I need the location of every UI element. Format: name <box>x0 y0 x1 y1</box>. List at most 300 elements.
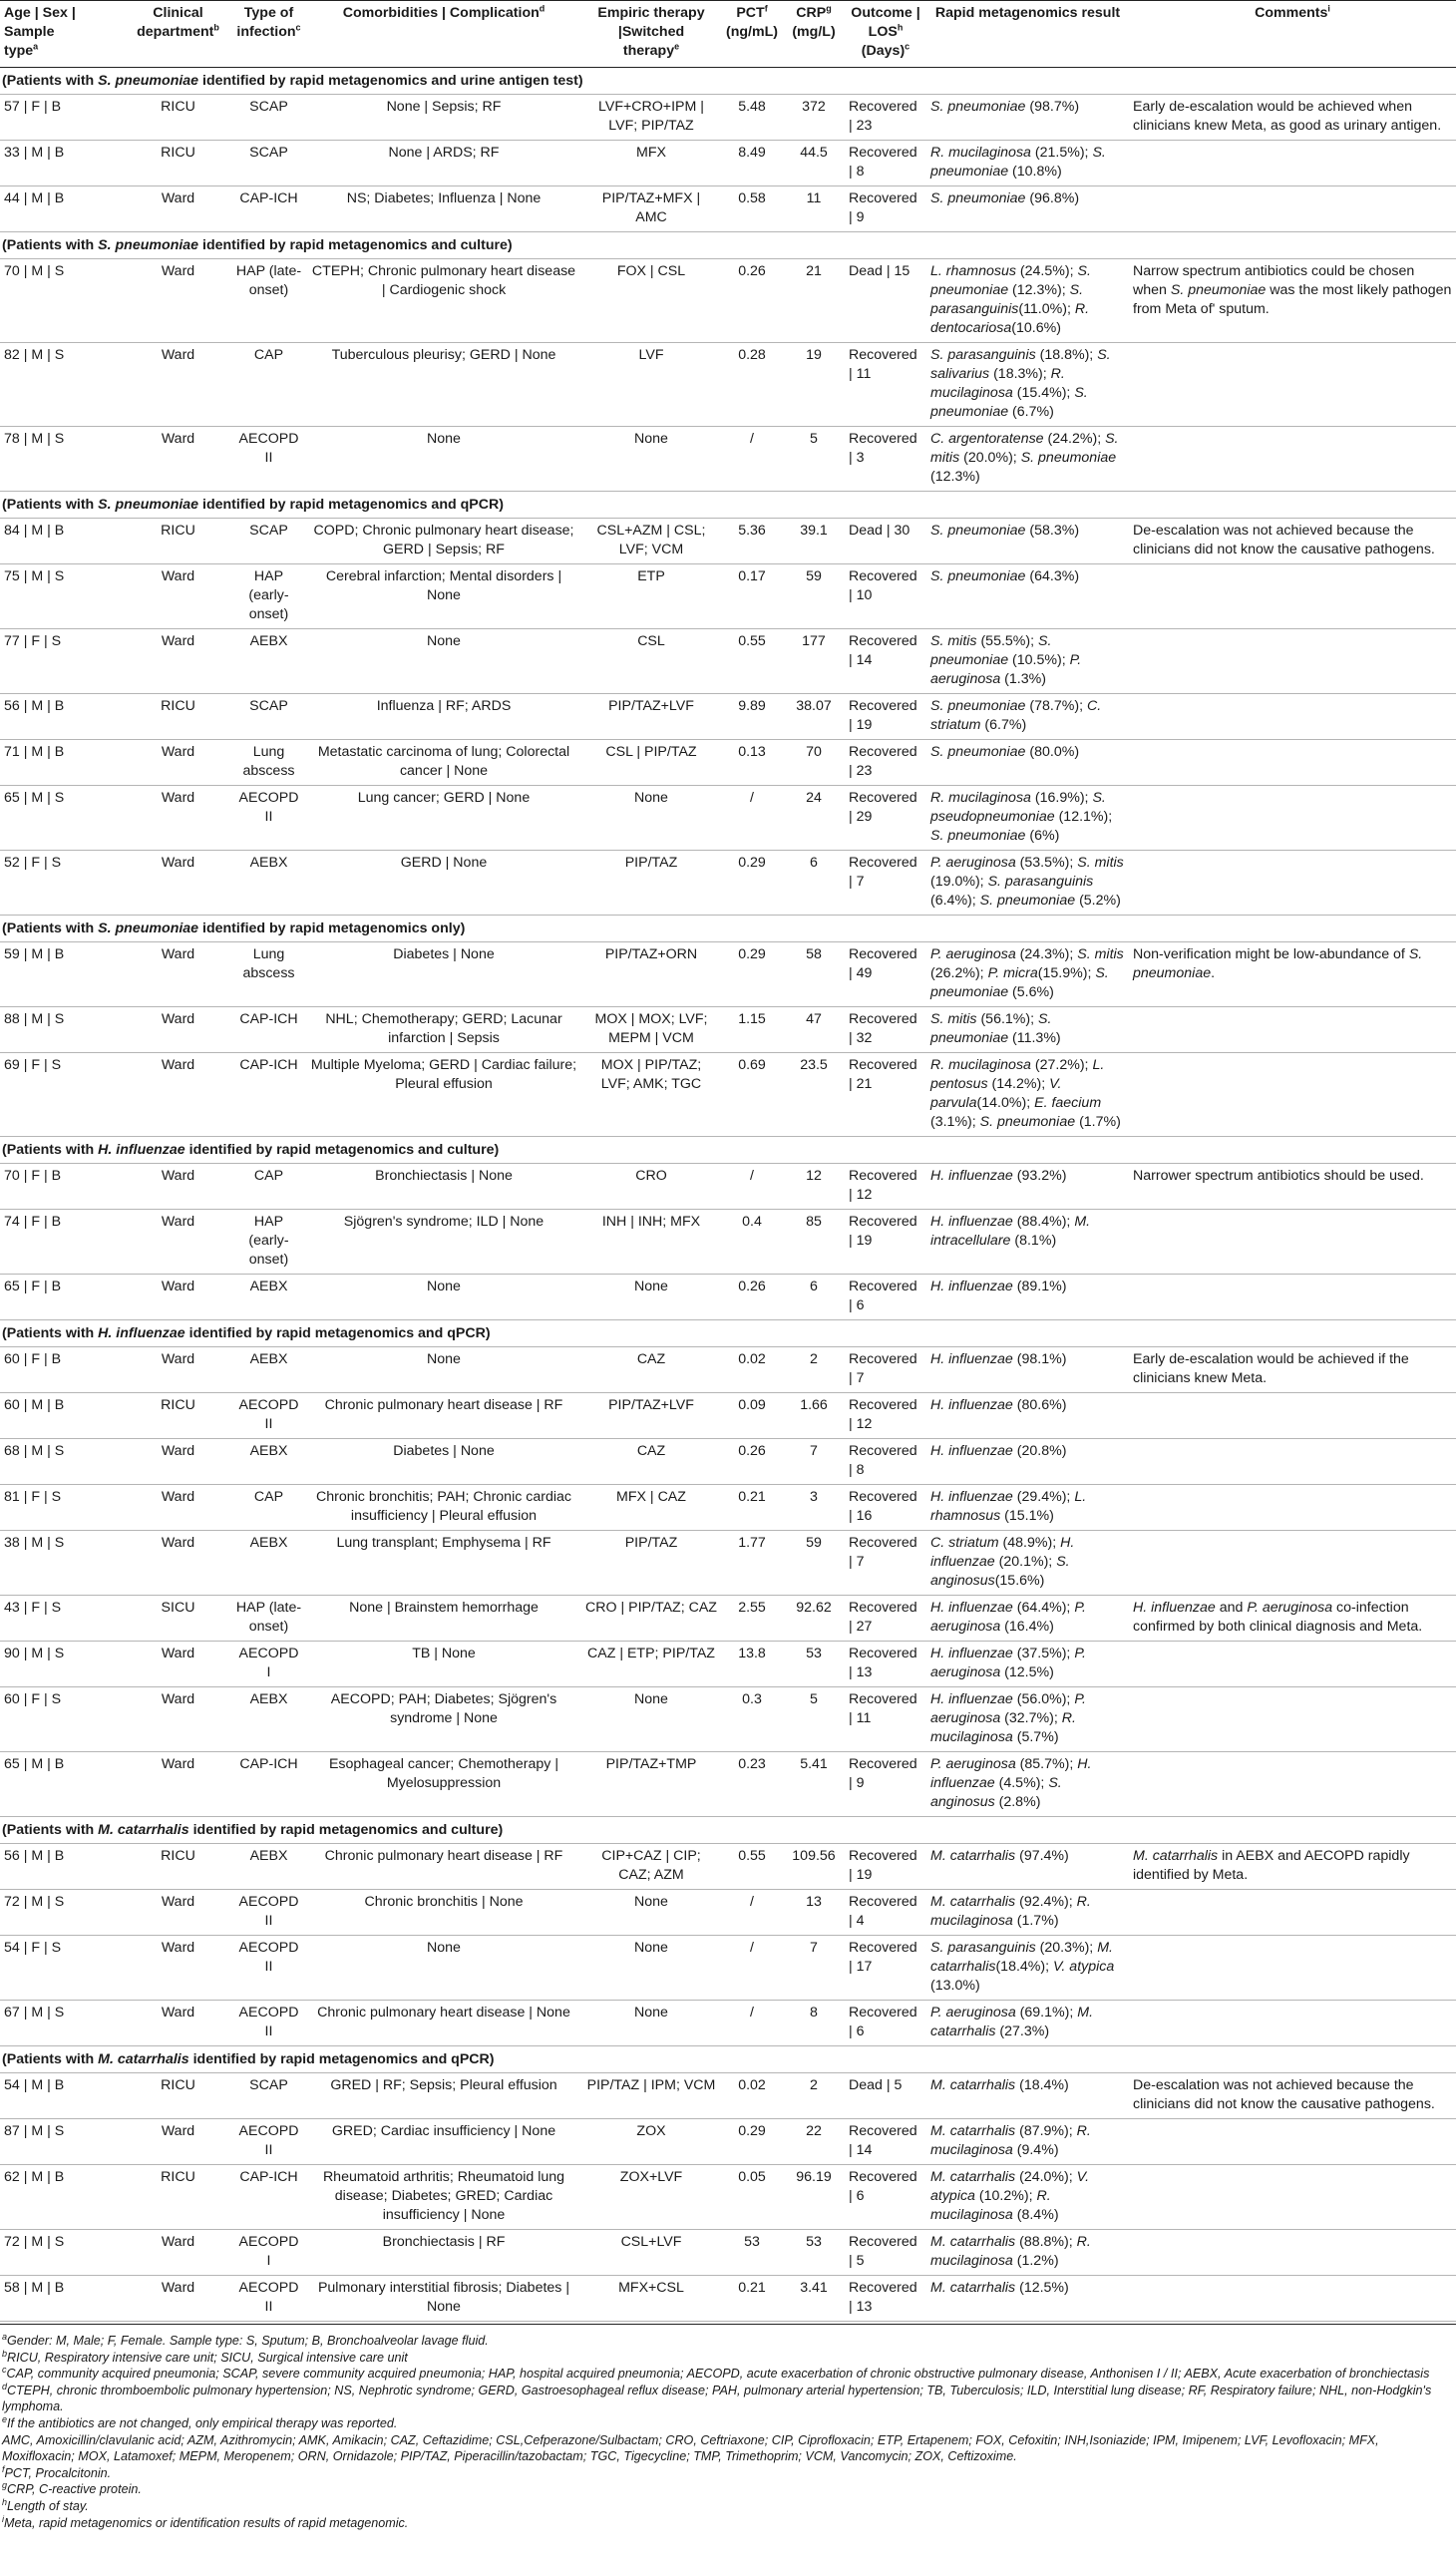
cell-comment <box>1129 629 1456 694</box>
header-department: Clinical department$^b$ <box>125 1 231 68</box>
cell-comorbidities: Chronic pulmonary heart disease | RF <box>306 1844 581 1890</box>
cell-outcome: Recovered | 6 <box>845 1275 926 1320</box>
cell-therapy: MFX | CAZ <box>581 1485 721 1531</box>
cell-pct: 0.3 <box>721 1687 783 1752</box>
cell-department: SICU <box>125 1596 231 1642</box>
footnote: $^f$PCT, Procalcitonin. <box>2 2463 112 2480</box>
cell-outcome: Dead | 15 <box>845 259 926 343</box>
table-row <box>0 1164 1456 1210</box>
table-row <box>0 1275 1456 1320</box>
cell-therapy: CAZ <box>581 1439 721 1485</box>
cell-age: 77 | F | S <box>0 629 125 694</box>
cell-outcome: Recovered | 12 <box>845 1164 926 1210</box>
cell-pct: 1.77 <box>721 1531 783 1596</box>
cell-age: 72 | M | S <box>0 1890 125 1936</box>
cell-comment <box>1129 343 1456 427</box>
cell-rapid-result: R. mucilaginosa (27.2%); L. pentosus (14.2%); V. parvula(14.0%); E. faecium (3.1%); S. pneumoniae (1.7%) <box>926 1053 1129 1137</box>
cell-outcome: Recovered | 23 <box>845 740 926 786</box>
cell-department: Ward <box>125 1936 231 2001</box>
cell-outcome: Recovered | 12 <box>845 1393 926 1439</box>
cell-therapy: CIP+CAZ | CIP; CAZ; AZM <box>581 1844 721 1890</box>
cell-age: 56 | M | B <box>0 694 125 740</box>
cell-infection: AECOPD II <box>231 2276 306 2322</box>
cell-crp: 39.1 <box>783 519 845 564</box>
cell-department: Ward <box>125 343 231 427</box>
table-row <box>0 1844 1456 1890</box>
table-row <box>0 740 1456 786</box>
table-row <box>0 2073 1456 2119</box>
cell-infection: AEBX <box>231 1275 306 1320</box>
table-row <box>0 1007 1456 1053</box>
cell-department: Ward <box>125 2230 231 2276</box>
cell-infection: CAP-ICH <box>231 1752 306 1817</box>
section-title: (Patients with M. catarrhalis identified by rapid metagenomics and culture) <box>0 1817 1456 1844</box>
table-row <box>0 141 1456 186</box>
cell-infection: AEBX <box>231 1687 306 1752</box>
cell-crp: 21 <box>783 259 845 343</box>
cell-pct: 0.55 <box>721 1844 783 1890</box>
cell-outcome: Recovered | 14 <box>845 2119 926 2165</box>
cell-crp: 13 <box>783 1890 845 1936</box>
cell-age: 78 | M | S <box>0 427 125 492</box>
cell-outcome: Recovered | 7 <box>845 1347 926 1393</box>
table-row <box>0 1642 1456 1687</box>
cell-pct: 53 <box>721 2230 783 2276</box>
cell-crp: 2 <box>783 1347 845 1393</box>
header-pct: PCT$^f$ (ng/mL) <box>721 1 783 68</box>
cell-comment: Narrower spectrum antibiotics should be used. <box>1129 1164 1456 1210</box>
cell-crp: 85 <box>783 1210 845 1275</box>
cell-rapid-result: S. pneumoniae (78.7%); C. striatum (6.7%) <box>926 694 1129 740</box>
cell-therapy: None <box>581 2001 721 2046</box>
cell-department: RICU <box>125 519 231 564</box>
cell-comorbidities: None | Brainstem hemorrhage <box>306 1596 581 1642</box>
cell-department: Ward <box>125 259 231 343</box>
table-row <box>0 1687 1456 1752</box>
cell-comorbidities: Tuberculous pleurisy; GERD | None <box>306 343 581 427</box>
cell-department: Ward <box>125 1752 231 1817</box>
cell-crp: 59 <box>783 1531 845 1596</box>
cell-outcome: Recovered | 23 <box>845 95 926 141</box>
cell-age: 81 | F | S <box>0 1485 125 1531</box>
cell-therapy: None <box>581 1687 721 1752</box>
cell-age: 71 | M | B <box>0 740 125 786</box>
cell-rapid-result: H. influenzae (88.4%); M. intracellulare (8.1%) <box>926 1210 1129 1275</box>
cell-infection: AEBX <box>231 1531 306 1596</box>
cell-department: Ward <box>125 1347 231 1393</box>
cell-outcome: Recovered | 32 <box>845 1007 926 1053</box>
cell-comment: H. influenzae and P. aeruginosa co-infection confirmed by both clinical diagnosis and Meta. <box>1129 1596 1456 1642</box>
cell-therapy: None <box>581 427 721 492</box>
cell-infection: AEBX <box>231 1439 306 1485</box>
cell-outcome: Recovered | 10 <box>845 564 926 629</box>
cell-pct: 0.28 <box>721 343 783 427</box>
cell-department: Ward <box>125 1007 231 1053</box>
cell-crp: 5 <box>783 427 845 492</box>
table-row <box>0 2230 1456 2276</box>
cell-rapid-result: P. aeruginosa (85.7%); H. influenzae (4.5%); S. anginosus (2.8%) <box>926 1752 1129 1817</box>
table-row <box>0 1531 1456 1596</box>
table-row <box>0 2119 1456 2165</box>
cell-infection: SCAP <box>231 519 306 564</box>
table-row <box>0 259 1456 343</box>
cell-age: 84 | M | B <box>0 519 125 564</box>
cell-age: 57 | F | B <box>0 95 125 141</box>
cell-age: 67 | M | S <box>0 2001 125 2046</box>
cell-rapid-result: P. aeruginosa (24.3%); S. mitis (26.2%); P. micra(15.9%); S. pneumoniae (5.6%) <box>926 942 1129 1007</box>
cell-rapid-result: M. catarrhalis (87.9%); R. mucilaginosa (9.4%) <box>926 2119 1129 2165</box>
cell-crp: 58 <box>783 942 845 1007</box>
cell-comment <box>1129 1936 1456 2001</box>
cell-infection: AEBX <box>231 1844 306 1890</box>
cell-comment: Early de-escalation would be achieved when clinicians knew Meta, as good as urinary antigen. <box>1129 95 1456 141</box>
cell-therapy: PIP/TAZ | IPM; VCM <box>581 2073 721 2119</box>
cell-department: Ward <box>125 1687 231 1752</box>
cell-comment: M. catarrhalis in AEBX and AECOPD rapidly identified by Meta. <box>1129 1844 1456 1890</box>
table-row <box>0 427 1456 492</box>
cell-infection: CAP-ICH <box>231 186 306 232</box>
cell-crp: 59 <box>783 564 845 629</box>
cell-pct: 0.29 <box>721 942 783 1007</box>
cell-crp: 5.41 <box>783 1752 845 1817</box>
cell-rapid-result: P. aeruginosa (53.5%); S. mitis (19.0%); S. parasanguinis (6.4%); S. pneumoniae (5.2%) <box>926 851 1129 916</box>
cell-department: Ward <box>125 1164 231 1210</box>
cell-comment <box>1129 1053 1456 1137</box>
cell-therapy: LVF+CRO+IPM | LVF; PIP/TAZ <box>581 95 721 141</box>
cell-comorbidities: TB | None <box>306 1642 581 1687</box>
cell-comorbidities: NHL; Chemotherapy; GERD; Lacunar infarction | Sepsis <box>306 1007 581 1053</box>
table-row <box>0 2001 1456 2046</box>
cell-pct: 0.09 <box>721 1393 783 1439</box>
cell-comment <box>1129 1275 1456 1320</box>
cell-rapid-result: M. catarrhalis (92.4%); R. mucilaginosa (1.7%) <box>926 1890 1129 1936</box>
cell-age: 62 | M | B <box>0 2165 125 2230</box>
section-header <box>0 2046 1456 2073</box>
cell-department: Ward <box>125 1439 231 1485</box>
cell-outcome: Recovered | 19 <box>845 694 926 740</box>
cell-comorbidities: Lung cancer; GERD | None <box>306 786 581 851</box>
cell-crp: 38.07 <box>783 694 845 740</box>
cell-rapid-result: M. catarrhalis (88.8%); R. mucilaginosa (1.2%) <box>926 2230 1129 2276</box>
cell-therapy: PIP/TAZ+MFX | AMC <box>581 186 721 232</box>
cell-outcome: Recovered | 5 <box>845 2230 926 2276</box>
cell-rapid-result: H. influenzae (89.1%) <box>926 1275 1129 1320</box>
table-row <box>0 1485 1456 1531</box>
cell-comment <box>1129 1687 1456 1752</box>
cell-crp: 177 <box>783 629 845 694</box>
cell-infection: CAP <box>231 1485 306 1531</box>
header-crp: CRP$^g$ (mg/L) <box>783 1 845 68</box>
table-row <box>0 186 1456 232</box>
cell-age: 90 | M | S <box>0 1642 125 1687</box>
section-title: (Patients with S. pneumoniae identified by rapid metagenomics and urine antigen test) <box>0 68 1456 95</box>
cell-therapy: CRO | PIP/TAZ; CAZ <box>581 1596 721 1642</box>
cell-therapy: MFX <box>581 141 721 186</box>
cell-age: 56 | M | B <box>0 1844 125 1890</box>
section-title: (Patients with S. pneumoniae identified by rapid metagenomics and qPCR) <box>0 492 1456 519</box>
cell-age: 44 | M | B <box>0 186 125 232</box>
cell-outcome: Recovered | 14 <box>845 629 926 694</box>
cell-pct: / <box>721 1890 783 1936</box>
section-header <box>0 916 1456 942</box>
cell-department: Ward <box>125 564 231 629</box>
cell-comorbidities: NS; Diabetes; Influenza | None <box>306 186 581 232</box>
cell-pct: 0.13 <box>721 740 783 786</box>
table-row <box>0 1890 1456 1936</box>
cell-infection: AEBX <box>231 851 306 916</box>
cell-crp: 23.5 <box>783 1053 845 1137</box>
cell-rapid-result: C. striatum (48.9%); H. influenzae (20.1%); S. anginosus(15.6%) <box>926 1531 1129 1596</box>
cell-infection: CAP-ICH <box>231 1053 306 1137</box>
cell-outcome: Recovered | 17 <box>845 1936 926 2001</box>
cell-department: Ward <box>125 1053 231 1137</box>
cell-pct: 8.49 <box>721 141 783 186</box>
cell-crp: 6 <box>783 851 845 916</box>
cell-outcome: Recovered | 21 <box>845 1053 926 1137</box>
table-row <box>0 1596 1456 1642</box>
cell-comment <box>1129 1007 1456 1053</box>
cell-comment <box>1129 1531 1456 1596</box>
cell-outcome: Recovered | 7 <box>845 1531 926 1596</box>
footnote: $^h$Length of stay. <box>2 2496 89 2513</box>
cell-therapy: CSL <box>581 629 721 694</box>
header-comments: Comments$^i$ <box>1129 1 1456 68</box>
cell-infection: AECOPD II <box>231 1936 306 2001</box>
cell-pct: 1.15 <box>721 1007 783 1053</box>
cell-rapid-result: L. rhamnosus (24.5%); S. pneumoniae (12.3%); S. parasanguinis(11.0%); R. dentocariosa(10.6%) <box>926 259 1129 343</box>
cell-department: Ward <box>125 786 231 851</box>
cell-department: Ward <box>125 851 231 916</box>
cell-department: Ward <box>125 186 231 232</box>
table-row <box>0 851 1456 916</box>
cell-therapy: CRO <box>581 1164 721 1210</box>
cell-therapy: PIP/TAZ <box>581 851 721 916</box>
cell-outcome: Recovered | 13 <box>845 2276 926 2322</box>
cell-comment <box>1129 1439 1456 1485</box>
cell-comorbidities: None <box>306 629 581 694</box>
cell-comorbidities: Chronic pulmonary heart disease | None <box>306 2001 581 2046</box>
table-header <box>0 1 1456 68</box>
cell-crp: 5 <box>783 1687 845 1752</box>
cell-rapid-result: H. influenzae (93.2%) <box>926 1164 1129 1210</box>
cell-department: Ward <box>125 2276 231 2322</box>
cell-crp: 2 <box>783 2073 845 2119</box>
cell-rapid-result: M. catarrhalis (24.0%); V. atypica (10.2%); R. mucilaginosa (8.4%) <box>926 2165 1129 2230</box>
cell-pct: 0.58 <box>721 186 783 232</box>
cell-department: Ward <box>125 1210 231 1275</box>
table-row <box>0 519 1456 564</box>
cell-comorbidities: Cerebral infarction; Mental disorders | None <box>306 564 581 629</box>
cell-infection: SCAP <box>231 95 306 141</box>
table-row <box>0 786 1456 851</box>
cell-infection: AECOPD II <box>231 2001 306 2046</box>
header-rapid-result: Rapid metagenomics result <box>926 1 1129 68</box>
cell-infection: CAP-ICH <box>231 1007 306 1053</box>
table-row <box>0 95 1456 141</box>
cell-age: 54 | M | B <box>0 2073 125 2119</box>
cell-outcome: Recovered | 4 <box>845 1890 926 1936</box>
cell-department: Ward <box>125 942 231 1007</box>
table-row <box>0 1936 1456 2001</box>
cell-comment <box>1129 1485 1456 1531</box>
cell-therapy: MFX+CSL <box>581 2276 721 2322</box>
cell-department: RICU <box>125 2073 231 2119</box>
cell-rapid-result: S. pneumoniae (98.7%) <box>926 95 1129 141</box>
cell-outcome: Recovered | 49 <box>845 942 926 1007</box>
cell-pct: / <box>721 1936 783 2001</box>
table-row <box>0 1210 1456 1275</box>
table-row <box>0 343 1456 427</box>
cell-rapid-result: C. argentoratense (24.2%); S. mitis (20.0%); S. pneumoniae (12.3%) <box>926 427 1129 492</box>
cell-therapy: None <box>581 1275 721 1320</box>
cell-outcome: Recovered | 27 <box>845 1596 926 1642</box>
cell-comment <box>1129 2165 1456 2230</box>
cell-crp: 92.62 <box>783 1596 845 1642</box>
cell-infection: AECOPD II <box>231 1890 306 1936</box>
cell-comorbidities: GRED | RF; Sepsis; Pleural effusion <box>306 2073 581 2119</box>
cell-pct: 0.4 <box>721 1210 783 1275</box>
cell-comorbidities: GRED; Cardiac insufficiency | None <box>306 2119 581 2165</box>
cell-pct: 0.21 <box>721 1485 783 1531</box>
cell-comorbidities: None | ARDS; RF <box>306 141 581 186</box>
cell-age: 65 | F | B <box>0 1275 125 1320</box>
cell-pct: 0.29 <box>721 2119 783 2165</box>
cell-comment <box>1129 851 1456 916</box>
cell-outcome: Recovered | 3 <box>845 427 926 492</box>
cell-comorbidities: None <box>306 1275 581 1320</box>
cell-crp: 7 <box>783 1439 845 1485</box>
cell-age: 65 | M | B <box>0 1752 125 1817</box>
cell-comorbidities: None | Sepsis; RF <box>306 95 581 141</box>
cell-department: Ward <box>125 1642 231 1687</box>
cell-crp: 44.5 <box>783 141 845 186</box>
cell-comorbidities: GERD | None <box>306 851 581 916</box>
cell-therapy: MOX | PIP/TAZ; LVF; AMK; TGC <box>581 1053 721 1137</box>
cell-crp: 53 <box>783 2230 845 2276</box>
cell-comment <box>1129 564 1456 629</box>
cell-outcome: Recovered | 6 <box>845 2165 926 2230</box>
cell-department: RICU <box>125 95 231 141</box>
cell-comorbidities: Diabetes | None <box>306 942 581 1007</box>
cell-infection: HAP (late-onset) <box>231 259 306 343</box>
cell-therapy: PIP/TAZ <box>581 1531 721 1596</box>
cell-infection: AECOPD I <box>231 1642 306 1687</box>
cell-age: 60 | M | B <box>0 1393 125 1439</box>
cell-therapy: CAZ <box>581 1347 721 1393</box>
cell-age: 88 | M | S <box>0 1007 125 1053</box>
footnote: $^b$RICU, Respiratory intensive care unit; SICU, Surgical intensive care unit <box>2 2348 408 2365</box>
cell-outcome: Recovered | 9 <box>845 186 926 232</box>
cell-age: 43 | F | S <box>0 1596 125 1642</box>
cell-infection: CAP-ICH <box>231 2165 306 2230</box>
footnote: $^d$CTEPH, chronic thromboembolic pulmonary hypertension; NS, Nephrotic syndrome; GERD, Gastroesophageal reflux disease; PAH, pulmonary arterial hypertension; TB, Tuberculosis; ILD, Interstitial lung disease; RF, Respiratory failure; NHL, non-Hodgkin's lymphoma. <box>2 2381 1432 2414</box>
cell-rapid-result: H. influenzae (64.4%); P. aeruginosa (16.4%) <box>926 1596 1129 1642</box>
cell-department: Ward <box>125 2119 231 2165</box>
cell-rapid-result: S. pneumoniae (58.3%) <box>926 519 1129 564</box>
cell-comorbidities: COPD; Chronic pulmonary heart disease; GERD | Sepsis; RF <box>306 519 581 564</box>
cell-infection: AECOPD II <box>231 786 306 851</box>
cell-crp: 11 <box>783 186 845 232</box>
header-age: Age | Sex | Sample type$^a$ <box>0 1 125 68</box>
cell-infection: AECOPD II <box>231 427 306 492</box>
table-row <box>0 1439 1456 1485</box>
cell-therapy: ZOX+LVF <box>581 2165 721 2230</box>
cell-therapy: CAZ | ETP; PIP/TAZ <box>581 1642 721 1687</box>
cell-infection: HAP (late-onset) <box>231 1596 306 1642</box>
footnote: $^c$CAP, community acquired pneumonia; SCAP, severe community acquired pneumonia; HAP, hospital acquired pneumonia; AECOPD, acute exacerbation of chronic obstructive pulmonary disease, Anthonisen I / II; AEBX, Acute exacerbation of bronchiectasis <box>2 2365 1430 2382</box>
cell-pct: 0.55 <box>721 629 783 694</box>
cell-comorbidities: Metastatic carcinoma of lung; Colorectal cancer | None <box>306 740 581 786</box>
cell-age: 54 | F | S <box>0 1936 125 2001</box>
cell-pct: 0.26 <box>721 1275 783 1320</box>
cell-comment: Narrow spectrum antibiotics could be chosen when S. pneumoniae was the most likely pathogen from Meta of' sputum. <box>1129 259 1456 343</box>
cell-pct: 5.48 <box>721 95 783 141</box>
cell-comment <box>1129 1890 1456 1936</box>
cell-age: 60 | F | B <box>0 1347 125 1393</box>
cell-age: 69 | F | S <box>0 1053 125 1137</box>
section-title: (Patients with S. pneumoniae identified by rapid metagenomics only) <box>0 916 1456 942</box>
cell-comorbidities: None <box>306 1347 581 1393</box>
section-header <box>0 68 1456 95</box>
cell-comment <box>1129 1210 1456 1275</box>
cell-crp: 372 <box>783 95 845 141</box>
footnotes <box>0 2324 1456 2531</box>
section-header <box>0 1817 1456 1844</box>
cell-department: Ward <box>125 1485 231 1531</box>
cell-crp: 3.41 <box>783 2276 845 2322</box>
cell-comment <box>1129 1642 1456 1687</box>
cell-comment: De-escalation was not achieved because the clinicians did not know the causative pathogens. <box>1129 519 1456 564</box>
cell-comorbidities: Bronchiectasis | None <box>306 1164 581 1210</box>
cell-department: RICU <box>125 1844 231 1890</box>
cell-rapid-result: H. influenzae (56.0%); P. aeruginosa (32.7%); R. mucilaginosa (5.7%) <box>926 1687 1129 1752</box>
cell-infection: AECOPD I <box>231 2230 306 2276</box>
cell-comment <box>1129 2001 1456 2046</box>
table-row <box>0 2276 1456 2322</box>
cell-rapid-result: H. influenzae (29.4%); L. rhamnosus (15.1%) <box>926 1485 1129 1531</box>
cell-crp: 7 <box>783 1936 845 2001</box>
cell-pct: 0.69 <box>721 1053 783 1137</box>
cell-infection: AEBX <box>231 1347 306 1393</box>
cell-comorbidities: Sjögren's syndrome; ILD | None <box>306 1210 581 1275</box>
header-infection: Type of infection$^c$ <box>231 1 306 68</box>
cell-age: 59 | M | B <box>0 942 125 1007</box>
cell-rapid-result: P. aeruginosa (69.1%); M. catarrhalis (27.3%) <box>926 2001 1129 2046</box>
cell-rapid-result: H. influenzae (98.1%) <box>926 1347 1129 1393</box>
cell-infection: SCAP <box>231 141 306 186</box>
cell-comment <box>1129 141 1456 186</box>
cell-therapy: PIP/TAZ+LVF <box>581 694 721 740</box>
cell-age: 60 | F | S <box>0 1687 125 1752</box>
cell-department: RICU <box>125 2165 231 2230</box>
cell-crp: 70 <box>783 740 845 786</box>
cell-pct: / <box>721 786 783 851</box>
section-header <box>0 1137 1456 1164</box>
cell-comorbidities: Lung transplant; Emphysema | RF <box>306 1531 581 1596</box>
cell-age: 70 | F | B <box>0 1164 125 1210</box>
cell-department: Ward <box>125 629 231 694</box>
cell-age: 82 | M | S <box>0 343 125 427</box>
cell-rapid-result: S. pneumoniae (96.8%) <box>926 186 1129 232</box>
cell-pct: 0.17 <box>721 564 783 629</box>
cell-outcome: Recovered | 9 <box>845 1752 926 1817</box>
cell-rapid-result: R. mucilaginosa (21.5%); S. pneumoniae (10.8%) <box>926 141 1129 186</box>
cell-comorbidities: Chronic bronchitis | None <box>306 1890 581 1936</box>
cell-age: 52 | F | S <box>0 851 125 916</box>
footnote: $^g$CRP, C-reactive protein. <box>2 2480 142 2497</box>
cell-pct: 0.26 <box>721 1439 783 1485</box>
header-therapy: Empiric therapy |Switched therapy$^e$ <box>581 1 721 68</box>
